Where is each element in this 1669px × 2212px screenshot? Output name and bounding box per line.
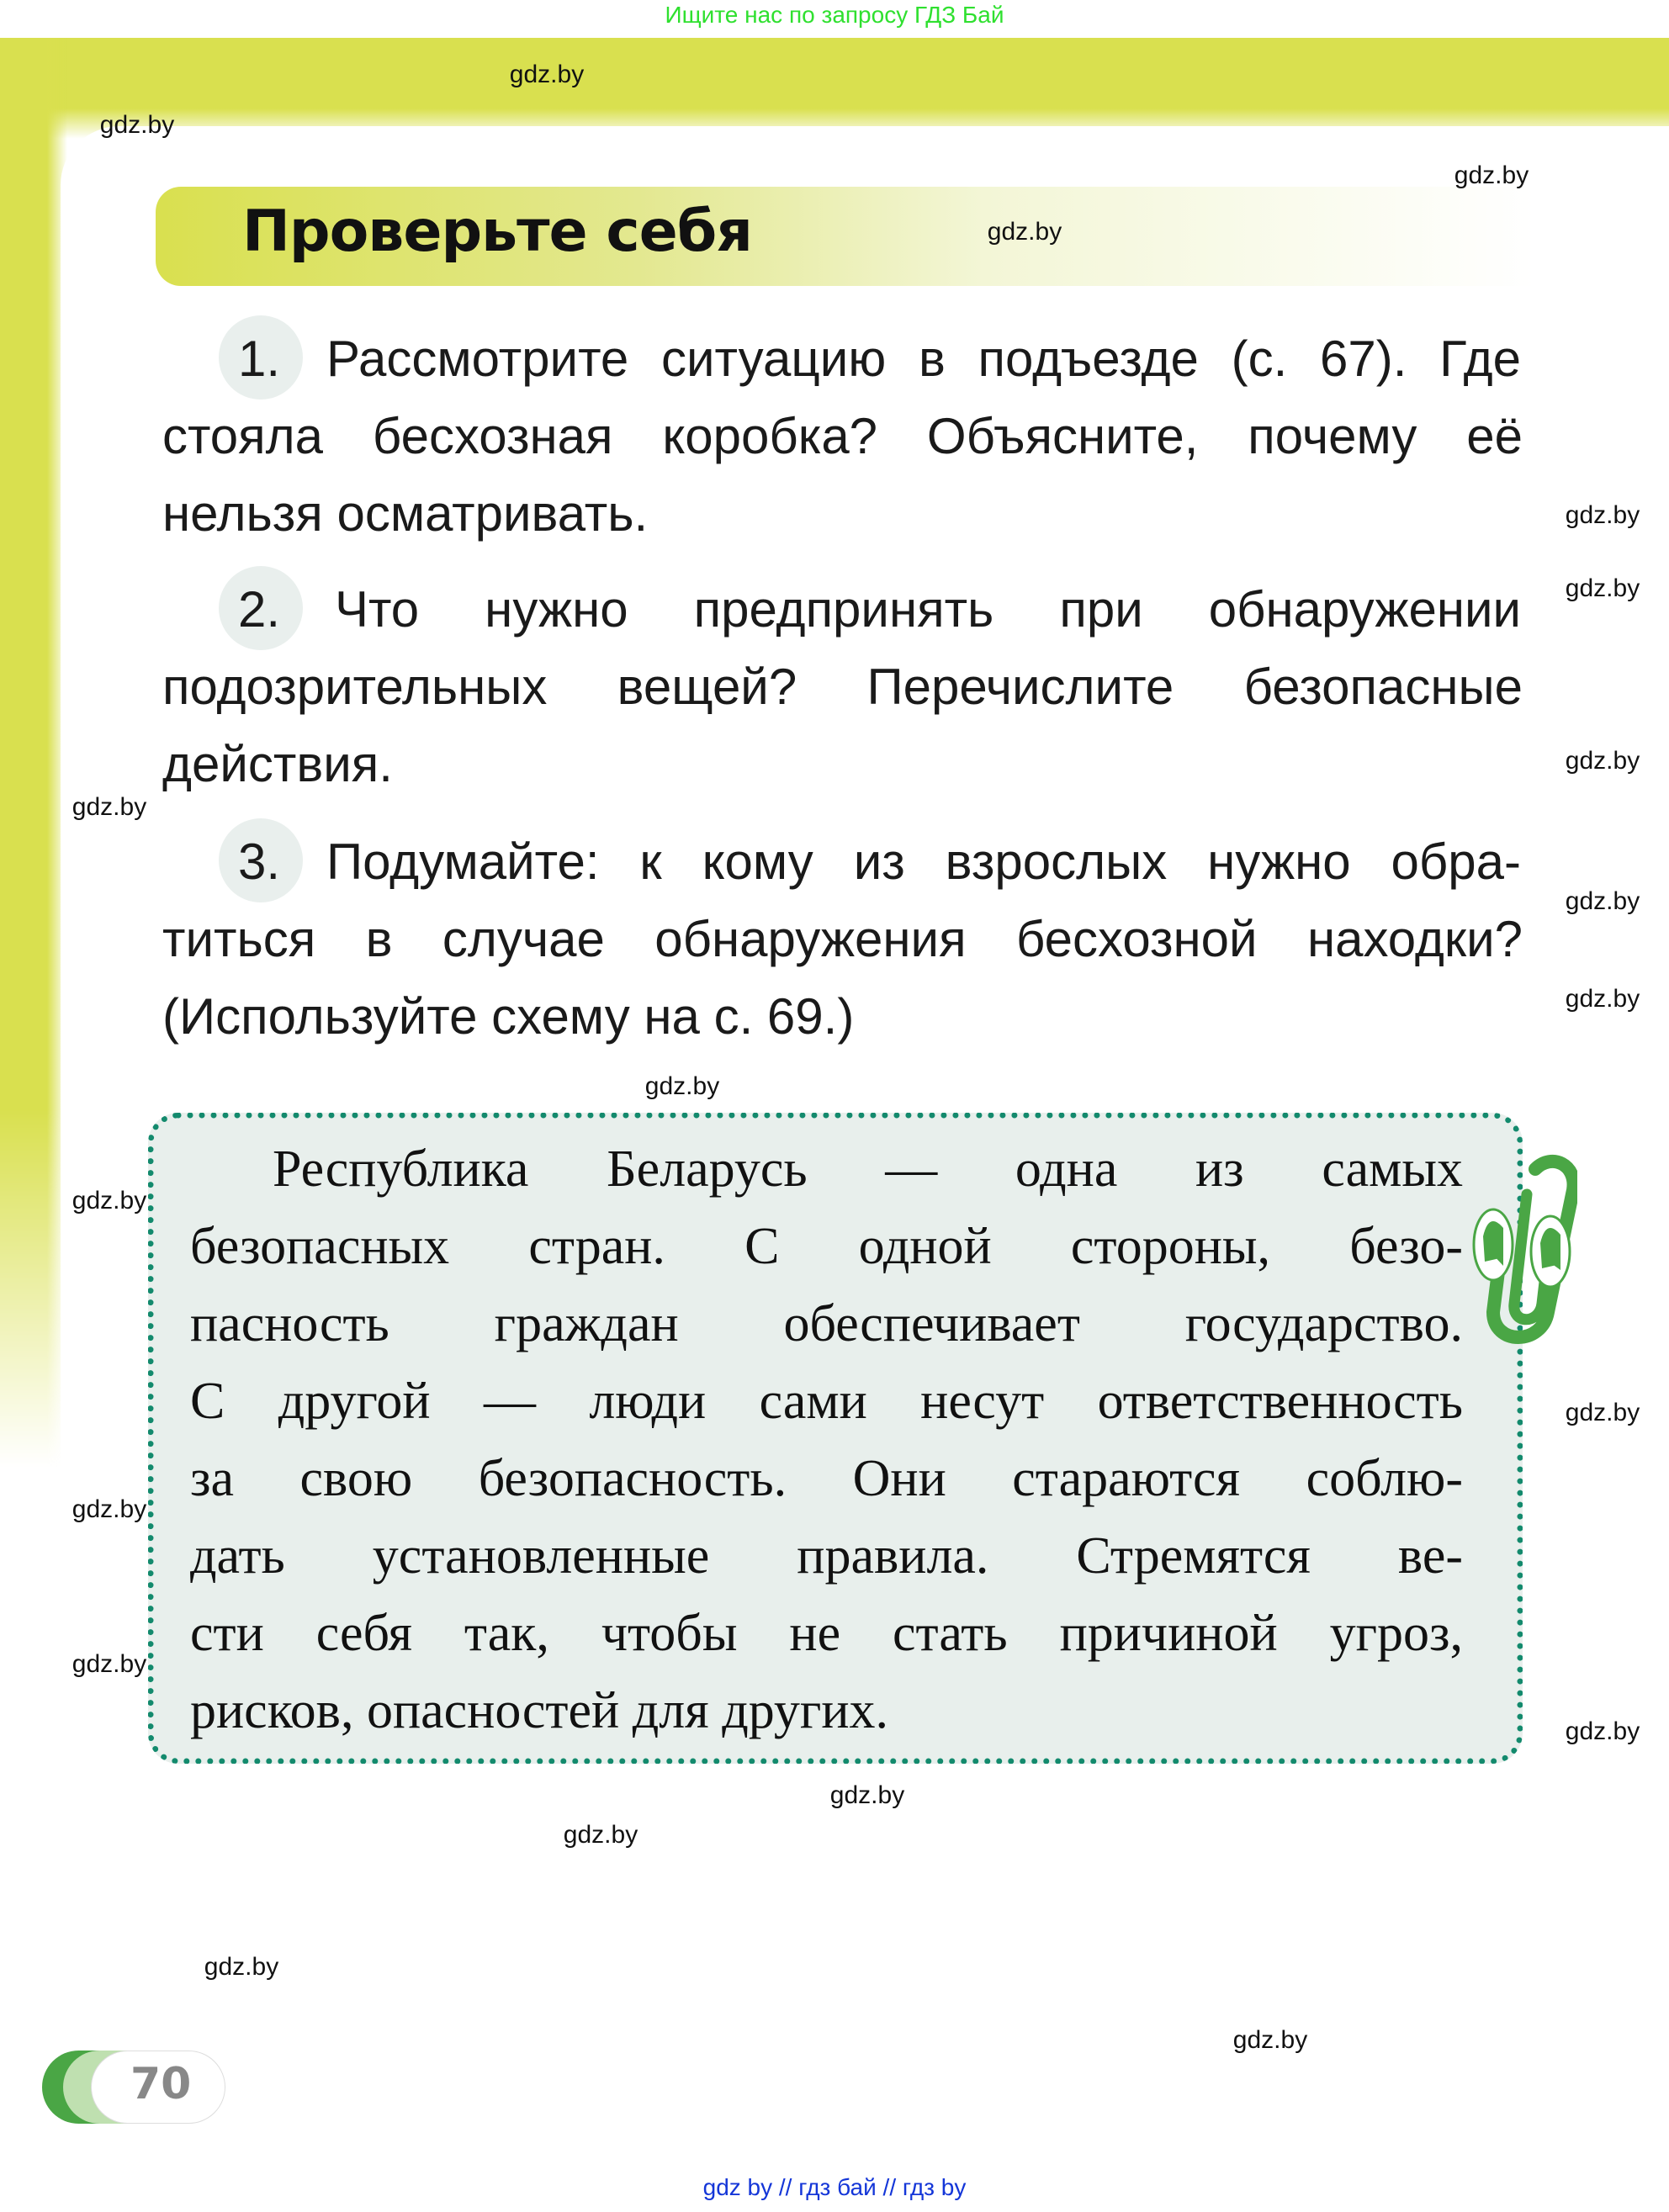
section-title: Проверьте себя (242, 198, 752, 265)
top-color-band (0, 38, 1669, 139)
watermark: gdz.by (1565, 1399, 1640, 1426)
watermark: gdz.by (72, 1187, 147, 1214)
question-2 (162, 571, 1523, 803)
question-line: титься в случае обнаружения бесхозной находки? (162, 911, 1523, 967)
info-box-text (190, 1130, 1463, 1749)
info-line: за свою безопасность. Они стараются соблю- (190, 1450, 1463, 1507)
top-search-note: Ищите нас по запросу ГДЗ Бай (665, 2, 1004, 28)
question-3 (162, 823, 1523, 1056)
watermark: gdz.by (1454, 161, 1529, 189)
question-line: Подумайте: к кому из взрослых нужно обра- (326, 833, 1521, 890)
question-line: (Используйте схему на с. 69.) (162, 988, 855, 1045)
question-line: Рассмотрите ситуацию в подъезде (с. 67). Где (326, 331, 1521, 387)
info-line: дать установленные правила. Стремятся ве- (190, 1527, 1463, 1585)
watermark: gdz.by (1565, 887, 1640, 915)
watermark: gdz.by (1565, 985, 1640, 1013)
watermark: gdz.by (1565, 501, 1640, 529)
watermark: gdz.by (99, 111, 175, 139)
paperclip-mascot-icon (1468, 1144, 1577, 1354)
question-line: Что нужно предпринять при обнаружении (335, 581, 1521, 638)
footer-links: gdz by // гдз бай // гдз by (702, 2174, 967, 2200)
watermark: gdz.by (644, 1072, 720, 1100)
left-color-band (0, 38, 67, 1468)
question-number: 2. (238, 581, 281, 638)
info-box (148, 1113, 1523, 1764)
watermark: gdz.by (72, 1650, 147, 1678)
watermark: gdz.by (1565, 1717, 1640, 1745)
page-number: 70 (130, 2059, 192, 2109)
question-line: подозрительных вещей? Перечислите безопасные (162, 659, 1523, 715)
watermark: gdz.by (1565, 574, 1640, 602)
watermark: gdz.by (1565, 747, 1640, 775)
info-line: сти себя так, чтобы не стать причиной угроз, (190, 1605, 1463, 1662)
watermark: gdz.by (563, 1821, 638, 1849)
info-line: рисков, опасностей для других. (190, 1682, 889, 1739)
watermark: gdz.by (204, 1953, 279, 1981)
question-line: нельзя осматривать. (162, 485, 649, 542)
info-line: пасность граждан обеспечивает государство. (190, 1295, 1463, 1352)
watermark: gdz.by (829, 1781, 905, 1809)
question-number: 3. (238, 833, 281, 890)
watermark: gdz.by (72, 793, 147, 821)
info-line: С другой — люди сами несут ответственность (190, 1373, 1463, 1430)
info-line: безопасных стран. С одной стороны, безо- (190, 1218, 1463, 1275)
question-number: 1. (238, 331, 281, 387)
page-number-tab (42, 2051, 225, 2124)
watermark: gdz.by (72, 1495, 147, 1523)
watermark: gdz.by (987, 218, 1062, 246)
section-header (156, 187, 1535, 286)
question-line: стояла бесхозная коробка? Объясните, почему её (162, 408, 1523, 464)
info-line: Республика Беларусь — одна из самых (273, 1140, 1463, 1198)
question-1 (162, 320, 1523, 553)
question-line: действия. (162, 736, 393, 792)
watermark: gdz.by (1232, 2026, 1308, 2054)
watermark: gdz.by (509, 61, 585, 88)
